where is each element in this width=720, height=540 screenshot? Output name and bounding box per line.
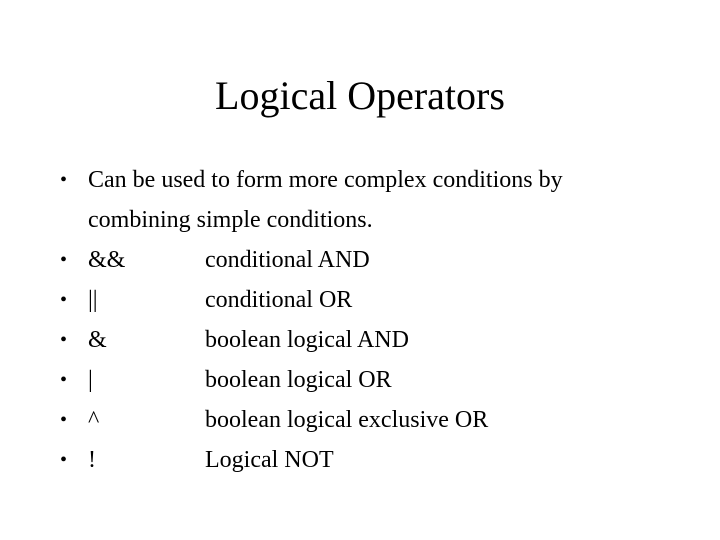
operator-symbol: ^ [88,407,100,433]
operator-item-and [60,240,700,280]
operator-item-boolean-and [60,320,700,360]
bullet-dot-icon: • [60,369,68,391]
operator-symbol: && [88,247,126,273]
bullet-dot-icon: • [60,449,68,471]
bullet-dot-icon: • [60,289,68,311]
intro-line-1: Can be used to form more complex conditions by [88,167,563,193]
operator-description: boolean logical AND [205,327,409,353]
bullet-intro [60,160,700,240]
operator-description: boolean logical OR [205,367,392,393]
bullet-list [60,160,700,480]
bullet-dot-icon: • [60,329,68,351]
operator-item-or [60,280,700,320]
slide-title: Logical Operators [215,73,505,118]
operator-item-not [60,440,700,480]
operator-item-boolean-or [60,360,700,400]
operator-description: conditional OR [205,287,353,313]
bullet-dot-icon: • [60,249,68,271]
operator-symbol: || [88,287,98,313]
bullet-dot-icon: • [60,409,68,431]
operator-item-xor [60,400,700,440]
intro-line-2: combining simple conditions. [88,207,373,233]
operator-symbol: ! [88,447,96,473]
bullet-dot-icon: • [60,169,68,191]
operator-description: Logical NOT [205,447,334,473]
operator-symbol: | [88,367,93,393]
operator-description: boolean logical exclusive OR [205,407,489,433]
operator-description: conditional AND [205,247,370,273]
operator-symbol: & [88,327,107,353]
